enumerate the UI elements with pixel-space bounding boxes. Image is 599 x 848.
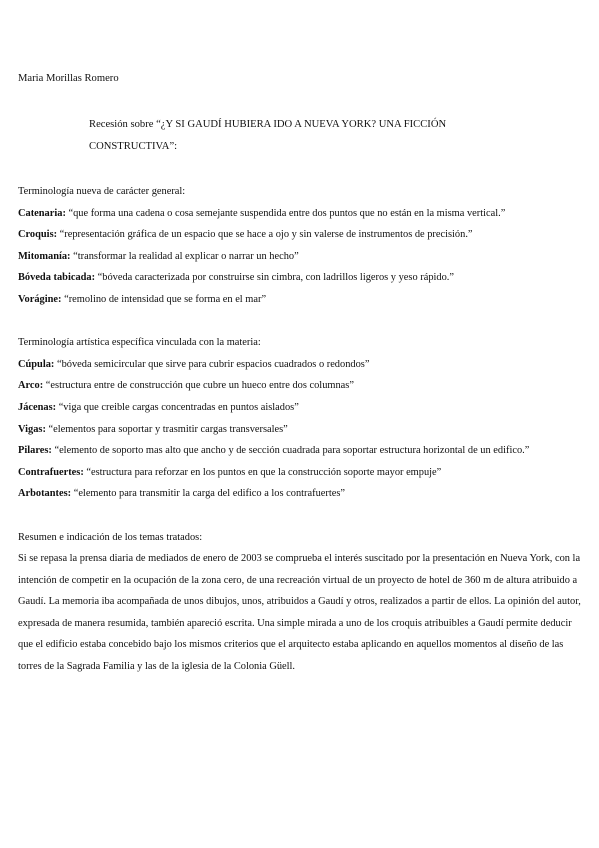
term-definition: “viga que creible cargas concentradas en puntos aislados” — [56, 401, 299, 413]
term-name: Bóveda tabicada: — [18, 272, 96, 284]
document-body — [18, 181, 584, 678]
term-entry — [18, 203, 584, 225]
term-entry — [18, 289, 584, 311]
term-definition: “remolino de intensidad que se forma en el mar” — [61, 293, 267, 305]
term-name: Arco: — [18, 380, 44, 392]
spacer — [18, 311, 584, 333]
section-heading-artistic-terms: Terminología artística específica vinculada con la materia: — [18, 337, 261, 349]
term-entry — [18, 397, 584, 419]
term-definition: “bóveda caracterizada por construirse sin cimbra, con ladrillos ligeros y yeso rápido.” — [95, 272, 454, 284]
term-name: Mitomanía: — [18, 250, 71, 262]
term-definition: “elemento para transmitir la carga del edifico a los contrafuertes” — [71, 488, 345, 500]
term-name: Arbotantes: — [18, 488, 72, 500]
term-name: Vigas: — [18, 423, 46, 435]
summary-paragraph: Si se repasa la prensa diaria de mediados de enero de 2003 se comprueba el interés suscitado por la presentación en Nueva York, con la intención de competir en la ocupación de la zona cero, de una recreación virtual de un proyecto de hotel de 360 m de altura atribuido a Gaudí. La memoria iba acompañada de unos dibujos, unos, atribuidos a Gaudí y otros, realizados a partir de ellos. La opinión del autor, expresada de manera resumida, también apareció escrita. Una simple mirada a uno de los croquis atribuibles a Gaudí permite deducir que el edificio estaba concebido bajo los mismos criterios que el arquitecto estaba aplicando en aquellos momentos al diseño de las torres de la Sagrada Familia y las de la iglesia de la Colonia Güell. — [18, 553, 581, 673]
term-entry — [18, 375, 584, 397]
term-definition: “estructura para reforzar en los puntos en que la construcción soporte mayor empuje” — [83, 466, 442, 478]
term-definition: “estructura entre de construcción que cubre un hueco entre dos columnas” — [43, 380, 354, 392]
term-entry — [18, 246, 584, 268]
term-name: Pilares: — [18, 445, 52, 457]
section-heading-summary: Resumen e indicación de los temas tratados: — [18, 531, 203, 543]
term-entry — [18, 462, 584, 484]
term-entry — [18, 483, 584, 505]
term-definition: “bóveda semicircular que sirve para cubrir espacios cuadrados o redondos” — [54, 358, 370, 370]
term-definition: “elemento de soporto mas alto que ancho y de sección cuadrada para soportar estructura horizontal de un edifico.” — [51, 445, 530, 457]
term-entry — [18, 419, 584, 441]
term-name: Contrafuertes: — [18, 466, 84, 478]
author-name: Maria Morillas Romero — [18, 73, 119, 84]
term-name: Catenaria: — [18, 207, 66, 219]
term-definition: “que forma una cadena o cosa semejante suspendida entre dos puntos que no están en la misma vertical.” — [65, 207, 506, 219]
term-name: Croquis: — [18, 229, 58, 241]
spacer — [18, 505, 584, 527]
term-entry — [18, 440, 584, 462]
term-definition: “transformar la realidad al explicar o narrar un hecho” — [70, 250, 299, 262]
term-definition: “representación gráfica de un espacio que se hace a ojo y sin valerse de instrumentos de precisión.” — [57, 229, 473, 241]
term-entry — [18, 267, 584, 289]
term-entry — [18, 354, 584, 376]
document-title: Recesión sobre “¿Y SI GAUDÍ HUBIERA IDO A NUEVA YORK? UNA FICCIÓN CONSTRUCTIVA”: — [89, 119, 447, 152]
section-heading-general-terms: Terminología nueva de carácter general: — [18, 186, 186, 197]
term-name: Vorágine: — [18, 293, 62, 305]
term-definition: “elementos para soportar y trasmitir cargas transversales” — [45, 423, 288, 435]
term-name: Jácenas: — [18, 401, 57, 413]
term-entry — [18, 224, 584, 246]
term-name: Cúpula: — [18, 358, 55, 370]
